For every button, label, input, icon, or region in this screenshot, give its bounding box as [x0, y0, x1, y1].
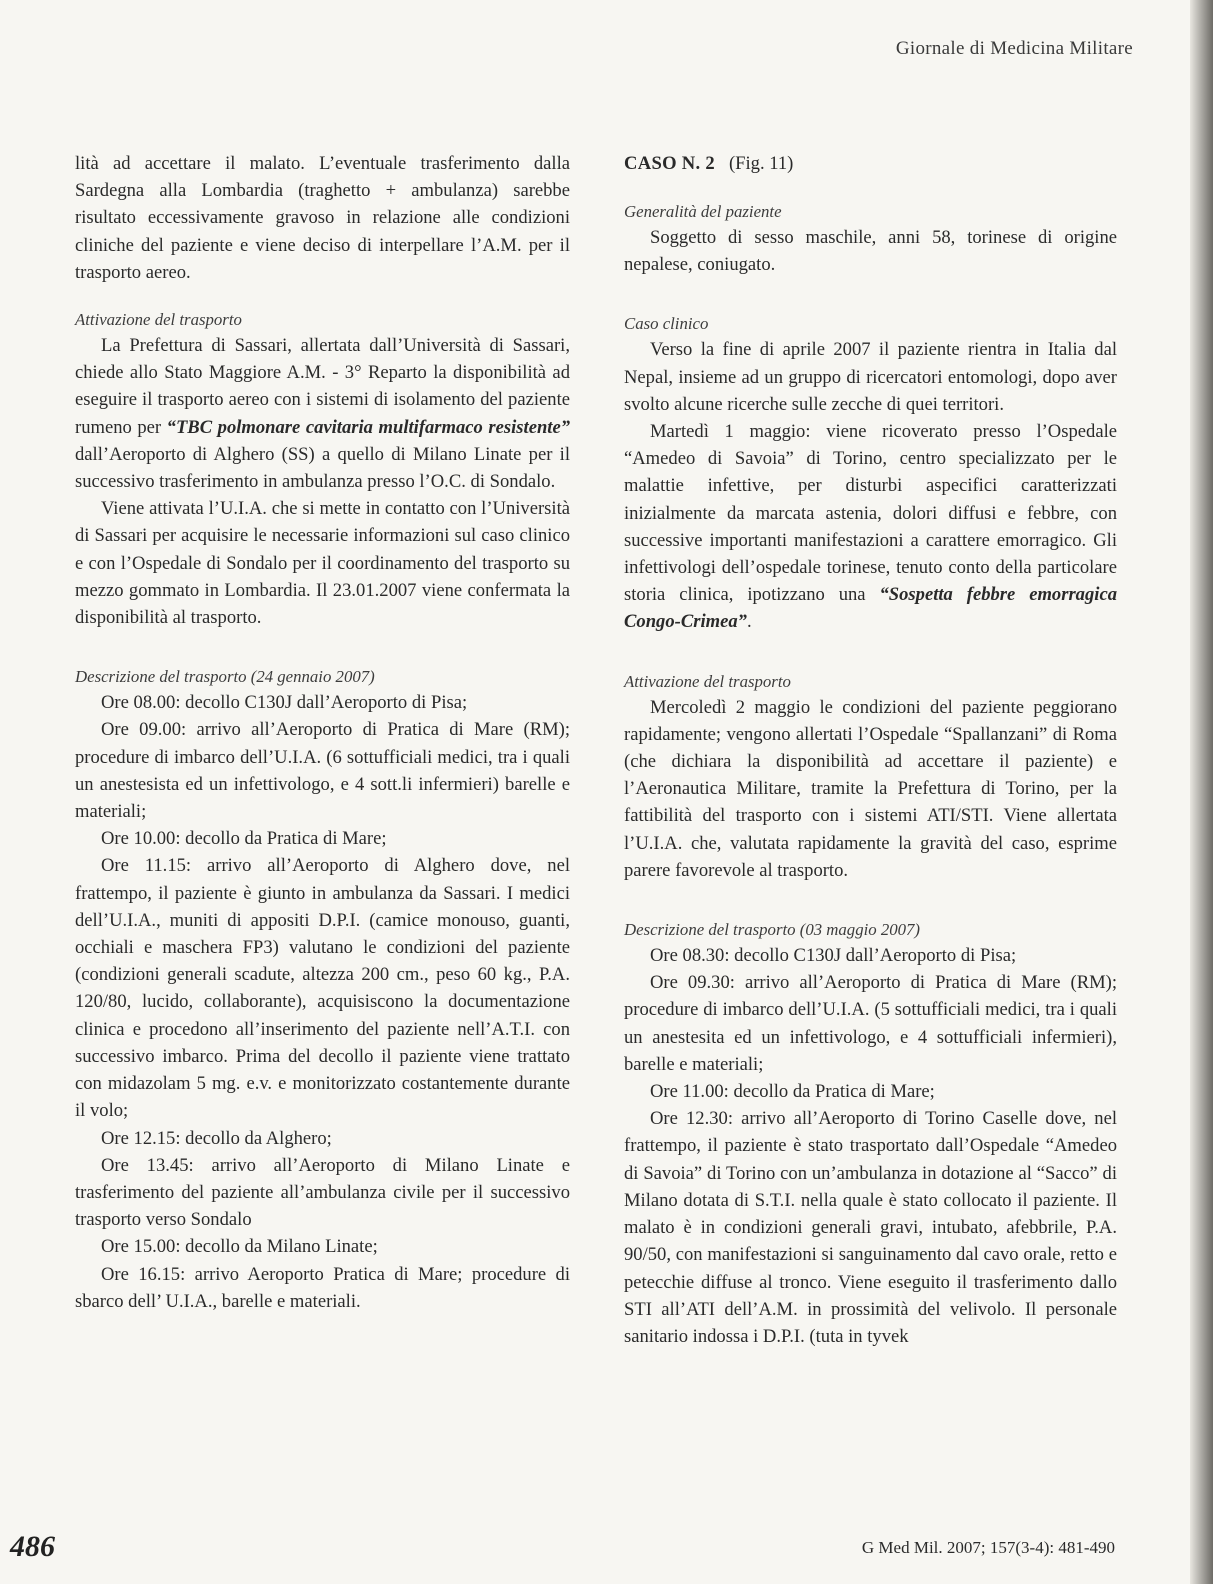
figure-reference: (Fig. 11) — [728, 153, 794, 174]
section-heading-caso-clinico: Caso clinico — [624, 314, 709, 334]
timeline-list-2 — [624, 942, 1117, 1350]
page-number: 486 — [10, 1530, 55, 1563]
journal-running-header: Giornale di Medicina Militare — [895, 38, 1133, 59]
diagnosis-highlight: “Sospetta febbre emorragica Congo-Crimea” — [624, 584, 1117, 633]
left-column — [75, 150, 570, 1315]
section-heading-descrizione-2: Descrizione del trasporto (03 maggio 2007) — [624, 920, 920, 940]
timeline-entry: Ore 16.15: arrivo Aeroporto Pratica di Mare; procedure di sbarco dell’ U.I.A., barelle e materiali. — [75, 1263, 570, 1312]
timeline-list-1 — [75, 689, 570, 1315]
section-heading-attivazione-2: Attivazione del trasporto — [624, 671, 791, 691]
timeline-entry: Ore 09.30: arrivo all’Aeroporto di Pratica di Mare (RM); procedure di imbarco dell’U.I.A. (5 sottufficiali medici, tra i quali un anestesita ed un infettivologo, e 4 sottufficiali infermieri), barelle e materiali; — [624, 972, 1117, 1075]
page-gutter-shadow — [1190, 0, 1213, 1584]
section-heading-descrizione-1: Descrizione del trasporto (24 gennaio 2007) — [75, 667, 375, 687]
timeline-entry: Ore 08.00: decollo C130J dall’Aeroporto di Pisa; — [101, 692, 468, 714]
right-column — [624, 150, 1117, 1350]
timeline-entry: Ore 08.30: decollo C130J dall’Aeroporto di Pisa; — [650, 945, 1017, 967]
timeline-entry: Ore 09.00: arrivo all’Aeroporto di Pratica di Mare (RM); procedure di imbarco dell’U.I.A. (6 sottufficiali medici, tra i quali un anestesista ed un infettivologo, e 4 sott.li infermieri) barelle e materiali; — [75, 719, 570, 823]
timeline-entry: Ore 10.00: decollo da Pratica di Mare; — [101, 828, 387, 850]
timeline-entry: Ore 12.15: decollo da Alghero; — [101, 1127, 332, 1149]
timeline-entry: Ore 11.15: arrivo all’Aeroporto di Alghero dove, nel frattempo, il paziente è giunto in ambulanza da Sassari. I medici dell’U.I.A., muniti di appositi D.P.I. (camice monouso, guanti, occhiali e maschera FP3) valutano le condizioni del paziente (condizioni generali scadute, altezza 200 cm., peso 60 kg., P.A. 120/80, lucido, collaborante), acquisiscono la documentazione clinica e procedono all’inserimento del paziente nell’A.T.I. con successivo imbarco. Prima del decollo il paziente viene trattato con midazolam 5 mg. e.v. e monitorizzato costantemente durante il volo; — [75, 855, 570, 1122]
diagnosis-highlight: “TBC polmonare cavitaria multifarmaco resistente” — [166, 416, 570, 438]
section-heading-generalita: Generalità del paziente — [624, 202, 782, 221]
timeline-entry: Ore 15.00: decollo da Milano Linate; — [101, 1236, 378, 1258]
caso-clinico-paragraph-2: Martedì 1 maggio: viene ricoverato presso l’Ospedale “Amedeo di Savoia” di Torino, centro specializzato per le malattie infettive, per disturbi aspecifici caratterizzati inizialmente da marcata astenia, dolori diffusi e febbre, con successive importanti manifestazioni a carattere emorragico. Gli infettivologi dell’ospedale torinese, tenuto conto della particolare storia clinica, ipotizzano una “Sospetta febbre emorragica Congo-Crimea”. — [624, 421, 1117, 633]
case-title: CASO N. 2 (Fig. 11) — [624, 153, 794, 174]
caso-clinico-paragraph-1: Verso la fine di aprile 2007 il paziente rientra in Italia dal Nepal, insieme ad un gruppo di ricercatori entomologi, dopo aver svolto alcune ricerche sulle zecche di quei territori. — [624, 339, 1117, 415]
generalita-paragraph: Soggetto di sesso maschile, anni 58, torinese di origine nepalese, coniugato. — [624, 227, 1117, 276]
timeline-entry: Ore 12.30: arrivo all’Aeroporto di Torino Caselle dove, nel frattempo, il paziente è stato trasportato dall’Ospedale “Amedeo di Savoia” di Torino con un’ambulanza in dotazione al “Sacco” di Milano dotata di S.T.I. nella quale è stato collocato il paziente. Il malato è in condizioni generali gravi, intubato, afebbrile, P.A. 90/50, con manifestazioni si sanguinamento dal cavo orale, retto e petecchie diffuse al tronco. Viene eseguito il trasferimento dallo STI all’ATI dell’A.M. in prossimità del velivolo. Il personale sanitario indossa i D.P.I. (tuta in tyvek — [624, 1108, 1117, 1347]
attivazione-paragraph-right: Mercoledì 2 maggio le condizioni del paziente peggiorano rapidamente; vengono allertati l’Ospedale “Spallanzani” di Roma (che dichiara la disponibilità ad accettare il paziente) e l’Aeronautica Militare, tramite la Prefettura di Torino, per la fattibilità del trasporto con i sistemi ATI/STI. Viene allertata l’U.I.A. che, valutata rapidamente la gravità del caso, esprime parere favorevole al trasporto. — [624, 696, 1117, 881]
intro-paragraph: lità ad accettare il malato. L’eventuale trasferimento dalla Sardegna alla Lombardia (traghetto + ambulanza) sarebbe risultato eccessivamente gravoso in relazione alle condizioni cliniche del paziente e viene deciso di interpellare l’A.M. per il trasporto aereo. — [75, 153, 570, 283]
attivazione-paragraph-1: La Prefettura di Sassari, allertata dall’Università di Sassari, chiede allo Stato Maggiore A.M. - 3° Reparto la disponibilità ad eseguire il trasporto aereo con i sistemi di isolamento del paziente rumeno per “TBC polmonare cavitaria multifarmaco resistente” dall’Aeroporto di Alghero (SS) a quello di Milano Linate per il successivo trasferimento in ambulanza presso l’O.C. di Sondalo. — [75, 335, 570, 493]
timeline-entry: Ore 13.45: arrivo all’Aeroporto di Milano Linate e trasferimento del paziente all’ambulanza civile per il successivo trasporto verso Sondalo — [75, 1154, 570, 1231]
section-heading-attivazione-1: Attivazione del trasporto — [75, 310, 242, 330]
attivazione-paragraph-2: Viene attivata l’U.I.A. che si mette in contatto con l’Università di Sassari per acquisire le necessarie informazioni sul caso clinico e con l’Ospedale di Sondalo per il coordinamento del trasporto su mezzo gommato in Lombardia. Il 23.01.2007 viene confermata la disponibilità al trasporto. — [75, 498, 570, 629]
journal-citation: G Med Mil. 2007; 157(3-4): 481-490 — [861, 1538, 1115, 1557]
timeline-entry: Ore 11.00: decollo da Pratica di Mare; — [650, 1081, 935, 1103]
